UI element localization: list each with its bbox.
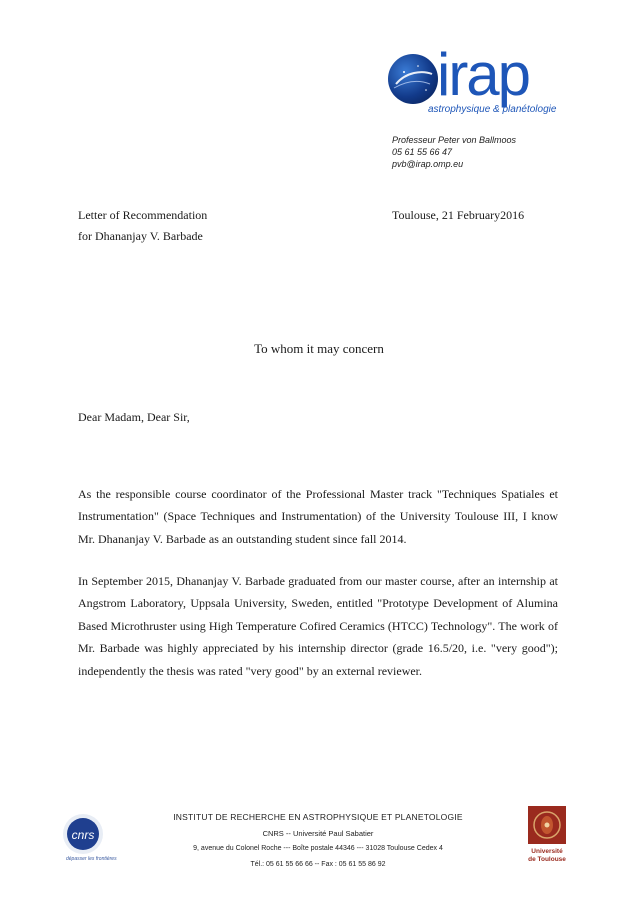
irap-logo-subtitle: astrophysique & planétologie — [428, 104, 557, 115]
footer-line-1: CNRS -- Université Paul Sabatier — [262, 829, 374, 838]
irap-logo-globe — [388, 54, 438, 104]
irap-logo-word: irap — [437, 41, 530, 108]
contact-email: pvb@irap.omp.eu — [392, 159, 464, 169]
contact-phone: 05 61 55 66 47 — [392, 147, 453, 157]
ut-line-2: de Toulouse — [528, 856, 566, 863]
svg-text:cnrs: cnrs — [71, 828, 95, 842]
letter-subject: Letter of Recommendation — [78, 208, 208, 222]
footer-line-3: Tél.: 05 61 55 66 66 -- Fax : 05 61 55 86 92 — [250, 861, 386, 868]
ut-line-1: Université — [531, 848, 563, 855]
galaxy-icon — [388, 54, 438, 104]
footer-line-2: 9, avenue du Colonel Roche --- Boîte postale 44346 --- 31028 Toulouse Cedex 4 — [193, 845, 443, 852]
letter-heading: To whom it may concern — [254, 341, 384, 356]
letter-place-date: Toulouse, 21 February2016 — [392, 208, 525, 222]
toulouse-seal-icon — [526, 806, 568, 846]
footer-institute: INSTITUT DE RECHERCHE EN ASTROPHYSIQUE ET PLANETOLOGIE — [173, 812, 463, 822]
universite-toulouse-label — [520, 848, 574, 864]
letter-paragraph-2: In September 2015, Dhananjay V. Barbade graduated from our master course, after an internship at Angstrom Laboratory, Uppsala University, Sweden, entitled "Prototype Development of Alumina Based Microthruster using High Temperature Cofired Ceramics (HTCC) Technology". The work of Mr. Barbade was highly appreciated by his internship director (grade 16.5/20, i.e. "very good"); independently the thesis was rated "very good" by an external reviewer. — [78, 574, 558, 678]
letter-salutation: Dear Madam, Dear Sir, — [78, 410, 190, 424]
letter-paragraph-1: As the responsible course coordinator of the Professional Master track "Techniques Spatiales et Instrumentation" (Space Techniques and Instrumentation) of the University Toulouse III, I know Mr. Dhananjay V. Barbade as an outstanding student since fall 2014. — [78, 487, 558, 546]
contact-name: Professeur Peter von Ballmoos — [392, 135, 517, 145]
cnrs-tagline: dépasser les frontières — [66, 856, 117, 862]
letter-for-line: for Dhananjay V. Barbade — [78, 229, 203, 243]
